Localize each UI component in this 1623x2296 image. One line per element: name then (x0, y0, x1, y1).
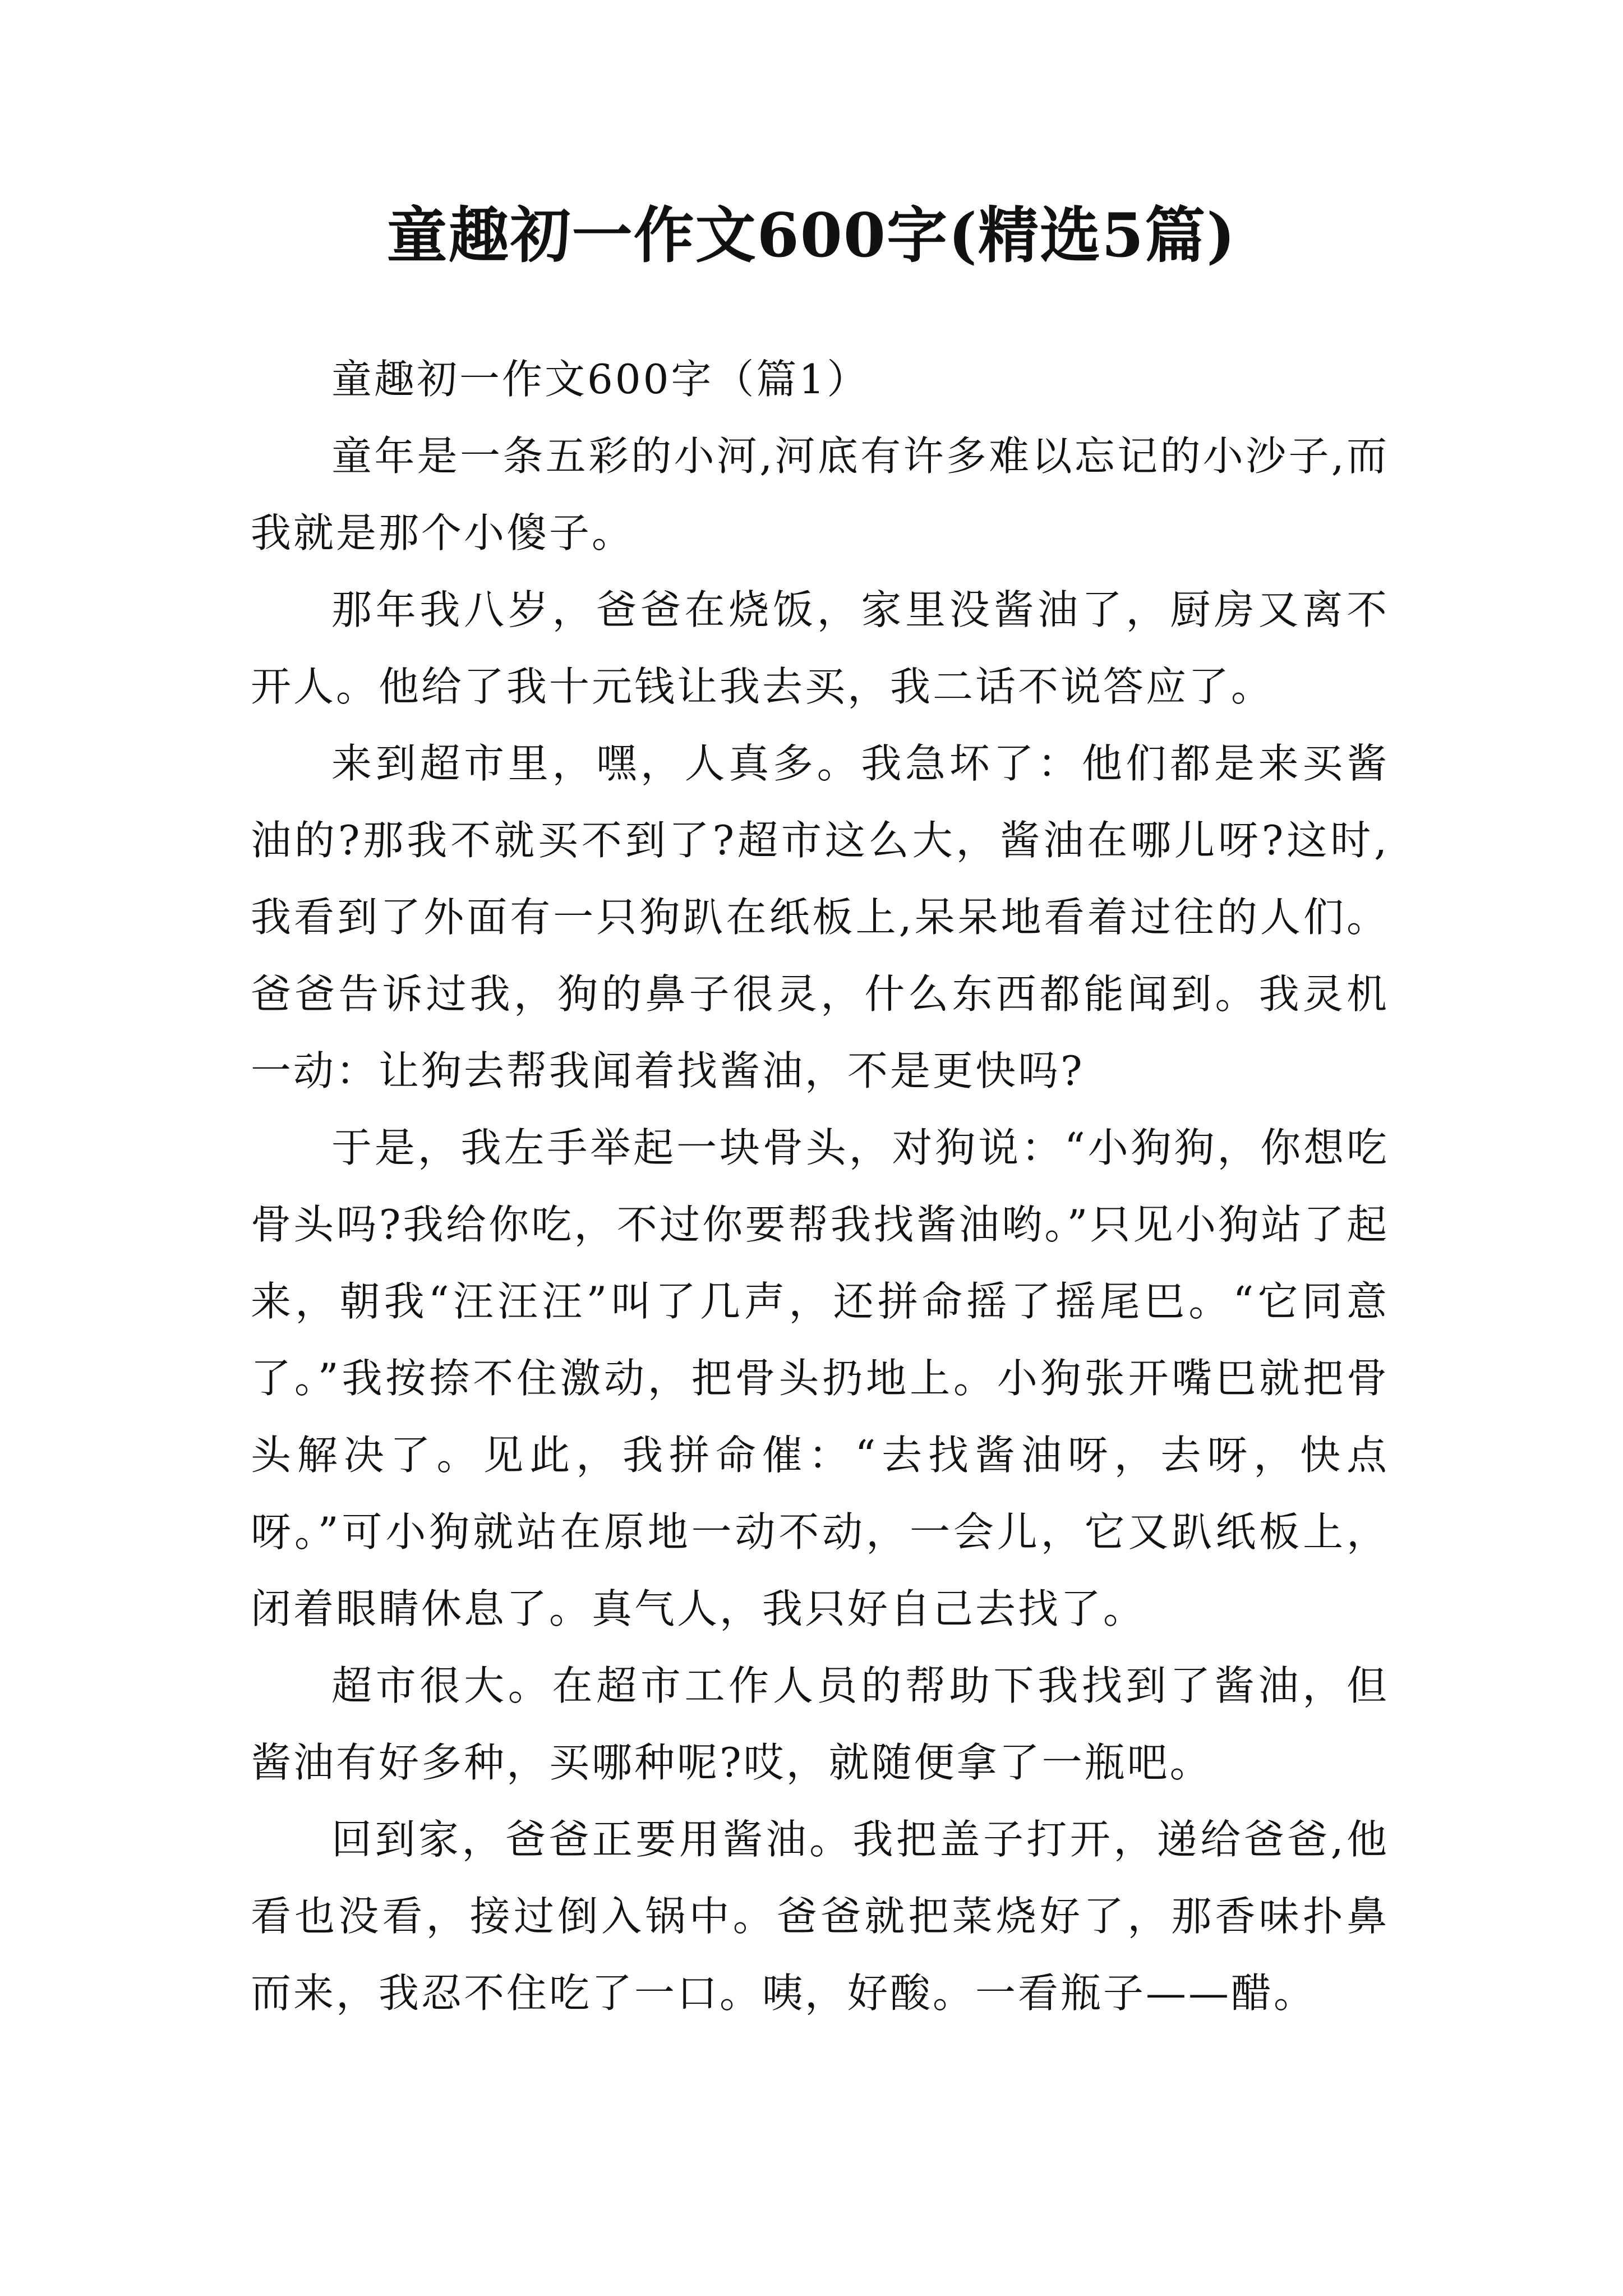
document-title: 童趣初一作文600字(精选5篇) (386, 200, 1237, 271)
paragraph: 那年我八岁，爸爸在烧饭，家里没酱油了，厨房又离不开人。他给了我十元钱让我去买，我二话不说答应了。 (251, 586, 1389, 710)
paragraph: 来到超市里，嘿，人真多。我急坏了：他们都是来买酱油的?那我不就买不到了?超市这么大，酱油在哪儿呀?这时,我看到了外面有一只狗趴在纸板上,呆呆地看着过往的人们。爸爸告诉过我，狗的鼻子很灵，什么东西都能闻到。我灵机一动：让狗去帮我闻着找酱油，不是更快吗? (251, 740, 1389, 1094)
paragraph: 超市很大。在超市工作人员的帮助下我找到了酱油，但酱油有好多种，买哪种呢?哎，就随便拿了一瓶吧。 (251, 1662, 1389, 1786)
paragraph: 童年是一条五彩的小河,河底有许多难以忘记的小沙子,而我就是那个小傻子。 (251, 432, 1389, 556)
document-body (251, 341, 1389, 2032)
paragraph: 回到家，爸爸正要用酱油。我把盖子打开，递给爸爸,他看也没看，接过倒入锅中。爸爸就把菜烧好了，那香味扑鼻而来，我忍不住吃了一口。咦，好酸。一看瓶子——醋。 (251, 1816, 1389, 2017)
section-heading: 童趣初一作文600字（篇1） (331, 356, 870, 403)
paragraph: 于是，我左手举起一块骨头，对狗说：“小狗狗，你想吃骨头吗?我给你吃，不过你要帮我找酱油哟。”只见小狗站了起来，朝我“汪汪汪”叫了几声，还拼命摇了摇尾巴。“它同意了。”我按捺不住激动，把骨头扔地上。小狗张开嘴巴就把骨头解决了。见此，我拼命催：“去找酱油呀，去呀，快点呀。”可小狗就站在原地一动不动，一会儿，它又趴纸板上，闭着眼睛休息了。真气人，我只好自己去找了。 (251, 1124, 1389, 1632)
